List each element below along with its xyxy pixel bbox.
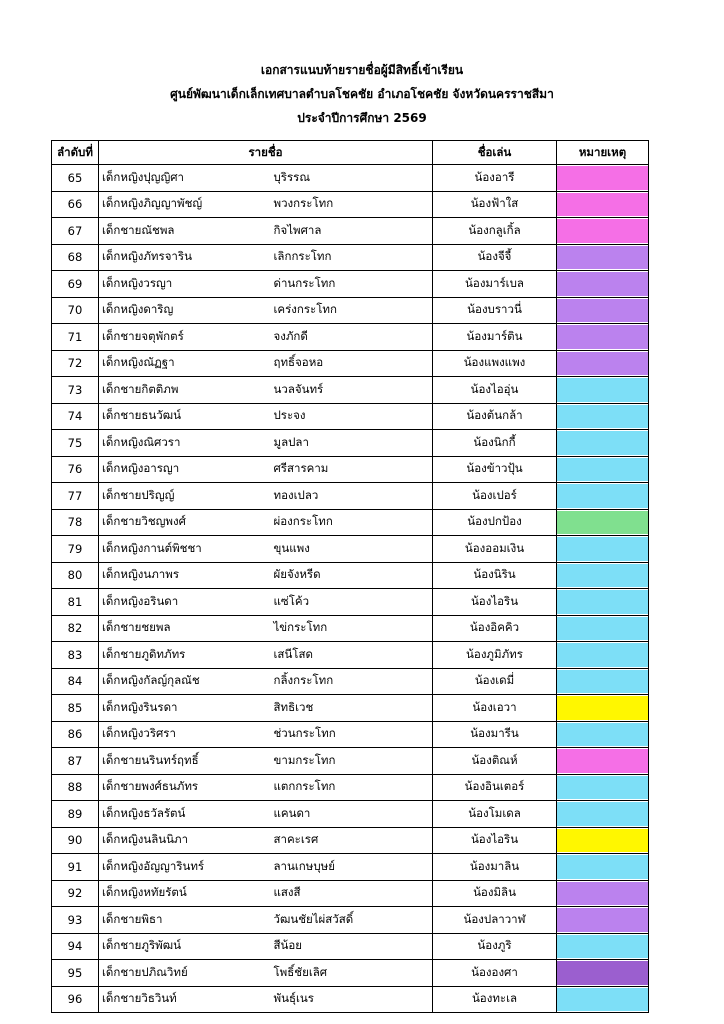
remark-color-swatch: [557, 617, 648, 641]
remark-cell: [557, 960, 649, 987]
student-last-name: ขามกระโทก: [272, 748, 433, 775]
student-last-name: จงภักดี: [272, 324, 433, 351]
table-row: [52, 774, 649, 801]
row-number: 92: [52, 880, 99, 907]
remark-cell: [557, 668, 649, 695]
row-number: 70: [52, 297, 99, 324]
table-row: [52, 801, 649, 828]
student-first-name: เด็กชายพิธา: [99, 907, 272, 934]
student-last-name: กิจไพศาล: [272, 218, 433, 245]
student-last-name: โพธิ์ชัยเลิศ: [272, 960, 433, 987]
remark-cell: [557, 324, 649, 351]
student-last-name: ผ่องกระโทก: [272, 509, 433, 536]
student-nickname: น้องบราวนี่: [433, 297, 557, 324]
remark-color-swatch: [557, 246, 648, 270]
header-no: ลำดับที่: [52, 141, 99, 165]
remark-cell: [557, 615, 649, 642]
row-number: 93: [52, 907, 99, 934]
student-last-name: เคร่งกระโทก: [272, 297, 433, 324]
student-nickname: น้องติณห์: [433, 748, 557, 775]
header-nickname: ชื่อเล่น: [433, 141, 557, 165]
student-last-name: ฤทธิ์จอหอ: [272, 350, 433, 377]
row-number: 67: [52, 218, 99, 245]
student-nickname: น้องข้าวปุ้น: [433, 456, 557, 483]
student-nickname: น้องจีจี้: [433, 244, 557, 271]
student-last-name: วัฒนชัยไผ่สวัสดิ์: [272, 907, 433, 934]
student-first-name: เด็กหญิงณัฏฐา: [99, 350, 272, 377]
student-first-name: เด็กหญิงวรญา: [99, 271, 272, 298]
table-row: [52, 297, 649, 324]
student-nickname: น้องกลูเกิ้ล: [433, 218, 557, 245]
row-number: 76: [52, 456, 99, 483]
student-nickname: น้องปกป้อง: [433, 509, 557, 536]
student-last-name: สาคะเรศ: [272, 827, 433, 854]
remark-color-swatch: [557, 431, 648, 455]
remark-cell: [557, 456, 649, 483]
remark-cell: [557, 218, 649, 245]
row-number: 94: [52, 933, 99, 960]
remark-cell: [557, 774, 649, 801]
student-first-name: เด็กชายพงศ์ธนภัทร: [99, 774, 272, 801]
student-last-name: ผัยจังหรีด: [272, 562, 433, 589]
remark-cell: [557, 695, 649, 722]
student-last-name: ประจง: [272, 403, 433, 430]
remark-cell: [557, 801, 649, 828]
remark-color-swatch: [557, 458, 648, 482]
table-row: [52, 907, 649, 934]
student-first-name: เด็กชายภูดิทภัทร: [99, 642, 272, 669]
table-row: [52, 827, 649, 854]
student-first-name: เด็กหญิงรินรดา: [99, 695, 272, 722]
student-nickname: น้องมาร์เบล: [433, 271, 557, 298]
row-number: 77: [52, 483, 99, 510]
row-number: 85: [52, 695, 99, 722]
student-nickname: น้องเดมี่: [433, 668, 557, 695]
table-row: [52, 880, 649, 907]
header-remark: หมายเหตุ: [557, 141, 649, 165]
student-first-name: เด็กชายกิตติภพ: [99, 377, 272, 404]
student-first-name: เด็กหญิงกานต์พิชชา: [99, 536, 272, 563]
table-row: [52, 456, 649, 483]
remark-color-swatch: [557, 564, 648, 588]
student-list-table: [51, 140, 649, 1013]
row-number: 72: [52, 350, 99, 377]
remark-color-swatch: [557, 219, 648, 243]
table-row: [52, 191, 649, 218]
row-number: 66: [52, 191, 99, 218]
remark-color-swatch: [557, 935, 648, 959]
student-first-name: เด็กหญิงนลินนิภา: [99, 827, 272, 854]
table-row: [52, 403, 649, 430]
row-number: 68: [52, 244, 99, 271]
student-last-name: แตกกระโทก: [272, 774, 433, 801]
remark-color-swatch: [557, 723, 648, 747]
student-nickname: น้องภูริ: [433, 933, 557, 960]
remark-cell: [557, 827, 649, 854]
remark-color-swatch: [557, 590, 648, 614]
student-last-name: ด่านกระโทก: [272, 271, 433, 298]
remark-color-swatch: [557, 325, 648, 349]
remark-cell: [557, 933, 649, 960]
student-last-name: สีน้อย: [272, 933, 433, 960]
table-header-row: [52, 141, 649, 165]
table-row: [52, 933, 649, 960]
remark-cell: [557, 350, 649, 377]
row-number: 87: [52, 748, 99, 775]
remark-color-swatch: [557, 511, 648, 535]
remark-color-swatch: [557, 299, 648, 323]
student-nickname: น้องไออุ่น: [433, 377, 557, 404]
table-row: [52, 271, 649, 298]
student-last-name: ทองเปลว: [272, 483, 433, 510]
remark-color-swatch: [557, 961, 648, 985]
table-row: [52, 695, 649, 722]
student-nickname: น้องอินเตอร์: [433, 774, 557, 801]
student-nickname: น้องไอริน: [433, 589, 557, 616]
student-first-name: เด็กชายภูริพัฒน์: [99, 933, 272, 960]
student-first-name: เด็กชายชยพล: [99, 615, 272, 642]
table-row: [52, 721, 649, 748]
table-row: [52, 430, 649, 457]
remark-color-swatch: [557, 908, 648, 932]
row-number: 95: [52, 960, 99, 987]
remark-cell: [557, 642, 649, 669]
table-row: [52, 218, 649, 245]
student-first-name: เด็กชายจตุพักตร์: [99, 324, 272, 351]
student-nickname: น้องเอวา: [433, 695, 557, 722]
student-last-name: ขุนแพง: [272, 536, 433, 563]
row-number: 81: [52, 589, 99, 616]
remark-color-swatch: [557, 166, 648, 190]
row-number: 79: [52, 536, 99, 563]
document-subtitle: ศูนย์พัฒนาเด็กเล็กเทศบาลตำบลโชคชัย อำเภอโชคชัย จังหวัดนครราชสีมา: [170, 87, 554, 101]
table-row: [52, 350, 649, 377]
student-nickname: น้องนิกกี้: [433, 430, 557, 457]
row-number: 80: [52, 562, 99, 589]
remark-color-swatch: [557, 670, 648, 694]
remark-cell: [557, 509, 649, 536]
student-last-name: ช่วนกระโทก: [272, 721, 433, 748]
remark-cell: [557, 297, 649, 324]
remark-color-swatch: [557, 537, 648, 561]
document-title: เอกสารแนบท้ายรายชื่อผู้มีสิทธิ์เข้าเรียน: [260, 63, 464, 77]
remark-cell: [557, 165, 649, 192]
remark-color-swatch: [557, 749, 648, 773]
remark-cell: [557, 191, 649, 218]
remark-cell: [557, 403, 649, 430]
student-last-name: บุริรรณ: [272, 165, 433, 192]
table-row: [52, 589, 649, 616]
student-first-name: เด็กหญิงอารญา: [99, 456, 272, 483]
remark-cell: [557, 986, 649, 1013]
table-row: [52, 615, 649, 642]
student-first-name: เด็กชายณัชพล: [99, 218, 272, 245]
student-first-name: เด็กหญิงธวัลรัตน์: [99, 801, 272, 828]
remark-color-swatch: [557, 484, 648, 508]
student-first-name: เด็กหญิงปุญญิศา: [99, 165, 272, 192]
student-first-name: เด็กชายวิธวินท์: [99, 986, 272, 1013]
table-row: [52, 377, 649, 404]
student-nickname: น้องออมเงิน: [433, 536, 557, 563]
student-first-name: เด็กชายธนวัฒน์: [99, 403, 272, 430]
student-nickname: น้องมาลิน: [433, 854, 557, 881]
remark-cell: [557, 721, 649, 748]
student-last-name: นวลจันทร์: [272, 377, 433, 404]
student-last-name: แซ่โค้ว: [272, 589, 433, 616]
header-name: รายชื่อ: [99, 141, 433, 165]
remark-cell: [557, 748, 649, 775]
remark-cell: [557, 589, 649, 616]
student-nickname: น้องแพงแพง: [433, 350, 557, 377]
student-last-name: ศรีสารคาม: [272, 456, 433, 483]
student-last-name: เสนีโสด: [272, 642, 433, 669]
remark-cell: [557, 880, 649, 907]
student-first-name: เด็กหญิงภิญญาพัชญ์: [99, 191, 272, 218]
student-last-name: กลิ้งกระโทก: [272, 668, 433, 695]
student-first-name: เด็กหญิงหทัยรัตน์: [99, 880, 272, 907]
student-last-name: แคนดา: [272, 801, 433, 828]
student-last-name: ไข่กระโทก: [272, 615, 433, 642]
academic-year: ประจำปีการศึกษา 2569: [297, 111, 427, 125]
remark-color-swatch: [557, 696, 648, 720]
student-nickname: น้องอิคคิว: [433, 615, 557, 642]
student-nickname: น้องทะเล: [433, 986, 557, 1013]
document-header: [0, 58, 724, 130]
student-nickname: น้องมารีน: [433, 721, 557, 748]
student-first-name: เด็กหญิงอัญญารินทร์: [99, 854, 272, 881]
student-first-name: เด็กหญิงกัลญ์กุลณัช: [99, 668, 272, 695]
student-nickname: น้องโมเดล: [433, 801, 557, 828]
row-number: 65: [52, 165, 99, 192]
student-first-name: เด็กชายปภิณวิทย์: [99, 960, 272, 987]
student-nickname: น้องนิริน: [433, 562, 557, 589]
table-row: [52, 748, 649, 775]
remark-color-swatch: [557, 855, 648, 879]
table-row: [52, 562, 649, 589]
student-last-name: แสงสี: [272, 880, 433, 907]
table-row: [52, 324, 649, 351]
table-row: [52, 244, 649, 271]
row-number: 90: [52, 827, 99, 854]
student-first-name: เด็กหญิงณิศวรา: [99, 430, 272, 457]
student-nickname: น้องอารี: [433, 165, 557, 192]
row-number: 84: [52, 668, 99, 695]
student-nickname: น้องมาร์ติน: [433, 324, 557, 351]
remark-color-swatch: [557, 988, 648, 1012]
remark-cell: [557, 377, 649, 404]
remark-color-swatch: [557, 776, 648, 800]
remark-cell: [557, 483, 649, 510]
row-number: 78: [52, 509, 99, 536]
student-nickname: น้องมิลิน: [433, 880, 557, 907]
remark-color-swatch: [557, 802, 648, 826]
student-last-name: มูลปลา: [272, 430, 433, 457]
student-last-name: สิทธิเวช: [272, 695, 433, 722]
row-number: 75: [52, 430, 99, 457]
table-row: [52, 960, 649, 987]
remark-cell: [557, 271, 649, 298]
student-nickname: น้องฟ้าใส: [433, 191, 557, 218]
table-row: [52, 854, 649, 881]
student-last-name: เลิกกระโทก: [272, 244, 433, 271]
remark-color-swatch: [557, 352, 648, 376]
table-row: [52, 536, 649, 563]
row-number: 88: [52, 774, 99, 801]
student-nickname: น้องเปอร์: [433, 483, 557, 510]
row-number: 74: [52, 403, 99, 430]
remark-color-swatch: [557, 272, 648, 296]
row-number: 83: [52, 642, 99, 669]
student-nickname: น้องปลาวาฬ: [433, 907, 557, 934]
remark-color-swatch: [557, 829, 648, 853]
remark-color-swatch: [557, 405, 648, 429]
student-last-name: ลานเกษบุษย์: [272, 854, 433, 881]
remark-cell: [557, 536, 649, 563]
table-row: [52, 986, 649, 1013]
row-number: 91: [52, 854, 99, 881]
student-first-name: เด็กหญิงดาริญ: [99, 297, 272, 324]
row-number: 86: [52, 721, 99, 748]
row-number: 73: [52, 377, 99, 404]
remark-cell: [557, 562, 649, 589]
table-row: [52, 668, 649, 695]
student-first-name: เด็กชายนรินทร์ฤทธิ์: [99, 748, 272, 775]
remark-cell: [557, 907, 649, 934]
row-number: 96: [52, 986, 99, 1013]
student-nickname: น้องภูมิภัทร: [433, 642, 557, 669]
student-nickname: น้ององศา: [433, 960, 557, 987]
student-last-name: พวงกระโทก: [272, 191, 433, 218]
row-number: 89: [52, 801, 99, 828]
table-row: [52, 165, 649, 192]
student-first-name: เด็กหญิงภัทรจาริน: [99, 244, 272, 271]
table-row: [52, 509, 649, 536]
student-nickname: น้องต้นกล้า: [433, 403, 557, 430]
table-row: [52, 483, 649, 510]
student-nickname: น้องไอริน: [433, 827, 557, 854]
remark-color-swatch: [557, 643, 648, 667]
student-first-name: เด็กชายวิชญพงศ์: [99, 509, 272, 536]
student-first-name: เด็กชายปริญญ์: [99, 483, 272, 510]
row-number: 82: [52, 615, 99, 642]
student-first-name: เด็กหญิงอรินดา: [99, 589, 272, 616]
row-number: 71: [52, 324, 99, 351]
remark-cell: [557, 430, 649, 457]
remark-cell: [557, 854, 649, 881]
remark-color-swatch: [557, 378, 648, 402]
student-first-name: เด็กหญิงนภาพร: [99, 562, 272, 589]
remark-color-swatch: [557, 193, 648, 217]
student-first-name: เด็กหญิงวริศรา: [99, 721, 272, 748]
remark-cell: [557, 244, 649, 271]
table-row: [52, 642, 649, 669]
student-last-name: พันธุ์เนร: [272, 986, 433, 1013]
remark-color-swatch: [557, 882, 648, 906]
row-number: 69: [52, 271, 99, 298]
